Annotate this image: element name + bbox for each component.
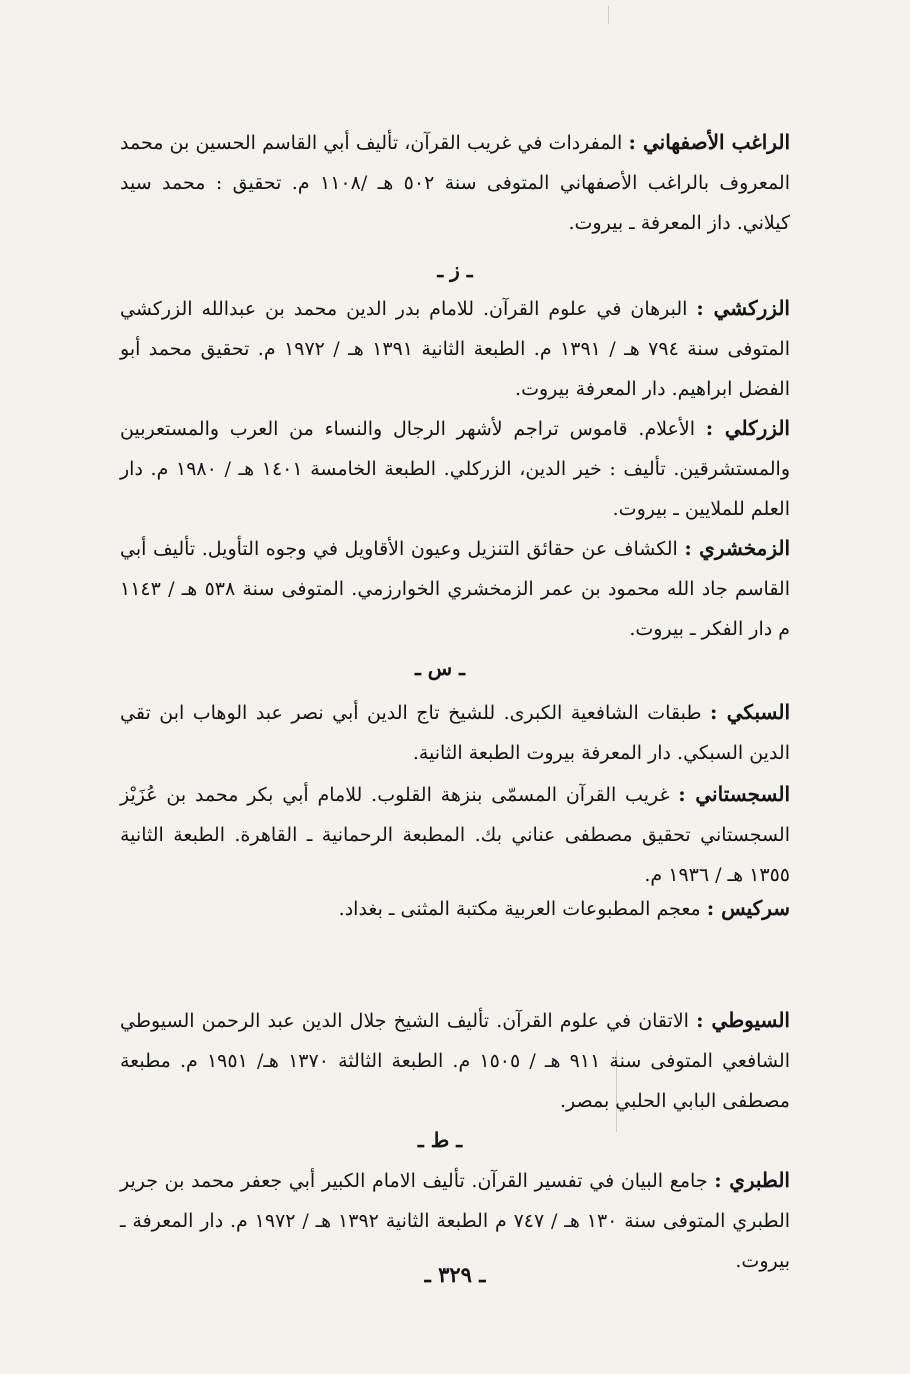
entry-author: السجستاني : (678, 782, 790, 806)
entry-author: سركيس : (706, 896, 790, 920)
entry-text: المفردات في غريب القرآن، تأليف أبي القاسم الحسين بن محمد المعروف بالراغب الأصفهاني المتوفى سنة ٥٠٢ هـ /١١٠٨ م. تحقيق : محمد سيد كيلاني. داز المعرفة ـ بيروت. (120, 132, 790, 234)
entry-zarkashi (120, 288, 790, 409)
entry-raghib (120, 122, 790, 243)
section-letter-zay: ـ ز ـ (437, 258, 473, 282)
entry-text: غريب القرآن المسمّى بنزهة القلوب. للامام أبي بكر محمد بن عُزَيْز السجستاني تحقيق مصطفى عناني بك. المطبعة الرحمانية ـ القاهرة. الطبعة الثانية ١٣٥٥ هـ / ١٩٣٦ م. (120, 784, 790, 886)
entry-author: الزمخشري : (684, 536, 791, 560)
entry-author: السبكي : (709, 700, 790, 724)
entry-text: البرهان في علوم القرآن. للامام بدر الدين محمد بن عبدالله الزركشي المتوفى سنة ٧٩٤ هـ / ١٣٩١ م. الطبعة الثانية ١٣٩١ هـ / ١٩٧٢ م. تحقيق محمد أبو الفضل ابراهيم. دار المعرفة بيروت. (120, 298, 790, 400)
entry-author: الطبري : (714, 1168, 790, 1192)
entry-author: الزركلي : (705, 416, 790, 440)
entry-text: الكشاف عن حقائق التنزيل وعيون الأقاويل في وجوه التأويل. تأليف أبي القاسم جاد الله محمود بن عمر الزمخشري الخوارزمي. المتوفى سنة ٥٣٨ هـ / ١١٤٣ م دار الفكر ـ بيروت. (120, 538, 790, 640)
section-letter-sin: ـ س ـ (414, 656, 466, 680)
entry-text: طبقات الشافعية الكبرى. للشيخ تاج الدين أبي نصر عبد الوهاب ابن تقي الدين السبكي. دار المعرفة بيروت الطبعة الثانية. (120, 702, 790, 764)
entry-text: جامع البيان في تفسير القرآن. تأليف الامام الكبير أبي جعفر محمد بن جرير الطبري المتوفى سنة ١٣٠ هـ / ٧٤٧ م الطبعة الثانية ١٣٩٢ هـ / ١٩٧٢ م. دار المعرفة ـ بيروت. (120, 1170, 791, 1272)
page-crease-top (608, 6, 609, 24)
page-number: ـ ٣٢٩ ـ (424, 1262, 486, 1287)
entry-zirikli (120, 408, 790, 529)
entry-text: معجم المطبوعات العربية مكتبة المثنى ـ بغداد. (338, 898, 701, 920)
entry-text: الاتقان في علوم القرآن. تأليف الشيخ جلال الدين عبد الرحمن السيوطي الشافعي المتوفى سنة ٩١١ هـ / ١٥٠٥ م. الطبعة الثالثة ١٣٧٠ هـ/ ١٩٥١ م. مطبعة مصطفى البابي الحلبي بمصر. (120, 1010, 790, 1112)
entry-zamakhshari (120, 528, 790, 649)
entry-text: الأعلام. قاموس تراجم لأشهر الرجال والنساء من العرب والمستعربين والمستشرقين. تأليف : خير الدين، الزركلي. الطبعة الخامسة ١٤٠١ هـ / ١٩٨٠ م. دار العلم للملايين ـ بيروت. (120, 418, 790, 520)
entry-author: السيوطي : (696, 1008, 790, 1032)
entry-author: الراغب الأصفهاني : (628, 130, 790, 154)
entry-suyuti (120, 1000, 790, 1121)
entry-sarkis (120, 888, 790, 929)
section-letter-ta: ـ ط ـ (417, 1128, 463, 1152)
entry-subki (120, 692, 790, 773)
entry-sijistani (120, 774, 790, 895)
entry-author: الزركشي : (696, 296, 790, 320)
